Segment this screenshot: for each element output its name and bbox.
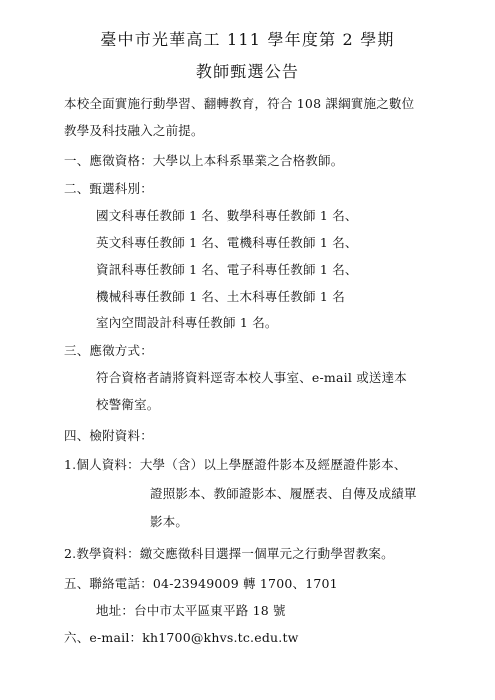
subject-list-item: 機械科專任教師 1 名、土木科專任教師 1 名 <box>96 289 345 304</box>
subject-list-item: 室內空間設計科專任教師 1 名。 <box>96 315 278 330</box>
attachments-heading: 四、檢附資料： <box>64 428 153 443</box>
teaching-docs-text: 2.教學資料：繳交應徵科目選擇一個單元之行動學習教案。 <box>64 546 394 561</box>
method-heading: 三、應徵方式： <box>64 343 153 358</box>
phone-text: 五、聯絡電話：04-23949009 轉 1700、1701 <box>64 576 338 591</box>
personal-docs-text: 證照影本、教師證影本、履歷表、自傳及成績單 <box>150 486 417 501</box>
method-text: 符合資格者請將資料逕寄本校人事室、e-mail 或送達本 <box>96 370 407 385</box>
personal-docs-text: 影本。 <box>150 514 189 529</box>
method-text: 校警衛室。 <box>96 397 160 412</box>
subject-list-item: 國文科專任教師 1 名、數學科專任教師 1 名、 <box>96 208 358 223</box>
qualification-text: 一、應徵資格：大學以上本科系畢業之合格教師。 <box>64 153 344 168</box>
address-text: 地址：台中市太平區東平路 18 號 <box>96 603 286 618</box>
intro-line: 本校全面實施行動學習、翻轉教育，符合 108 課綱實施之數位 <box>64 96 415 111</box>
intro-line: 教學及科技融入之前提。 <box>64 123 204 138</box>
subject-list-item: 英文科專任教師 1 名、電機科專任教師 1 名、 <box>96 235 358 250</box>
document-subtitle: 教師甄選公告 <box>195 62 300 81</box>
email-text: 六、e-mail：kh1700@khvs.tc.edu.tw <box>64 630 299 645</box>
personal-docs-text: 1.個人資料：大學（含）以上學歷證件影本及經歷證件影本、 <box>64 457 407 472</box>
subjects-heading: 二、甄選科別： <box>64 181 153 196</box>
subject-list-item: 資訊科專任教師 1 名、電子科專任教師 1 名、 <box>96 262 358 277</box>
document-title: 臺中市光華高工 111 學年度第 2 學期 <box>100 30 395 49</box>
